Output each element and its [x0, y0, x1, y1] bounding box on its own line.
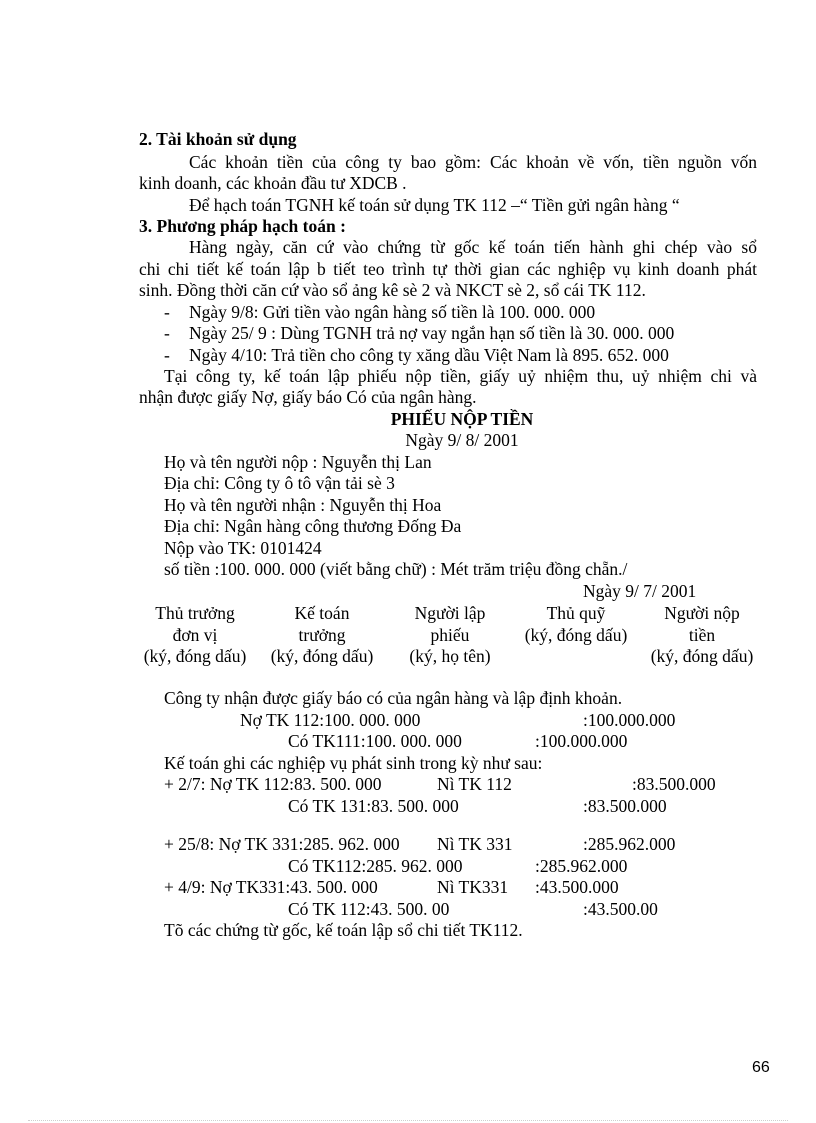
entry-ni: Nì TK 112: [437, 774, 512, 794]
bullet-dash: -: [164, 323, 170, 343]
signature-note: (ký, họ tên): [409, 646, 491, 666]
section-2-paragraph-line: kinh doanh, các khoản đầu tư XDCB .: [139, 173, 407, 193]
section-2-paragraph: Để hạch toán TGNH kế toán sử dụng TK 112 –“ Tiền gửi ngân hàng “: [189, 195, 680, 215]
entries-intro: Công ty nhận được giấy báo có của ngân hàng và lập định khoản.: [164, 688, 623, 708]
signature-role: Thủ trưởng đơn vị: [155, 603, 235, 645]
page-number: 66: [752, 1059, 770, 1076]
section-2-paragraph-line: Các khoản tiền của công ty bao gồm: Các khoản về vốn, tiền nguồn vốn: [189, 152, 757, 172]
voucher-receiver-address: Địa chỉ: Ngân hàng công thương Đống Đa: [164, 516, 462, 536]
entry-ni: Nì TK 331: [437, 834, 513, 854]
entry-debit: + 2/7: Nợ TK 112:83. 500. 000: [164, 774, 382, 794]
entry-credit: Có TK112:285. 962. 000: [288, 856, 463, 876]
entry-credit: Có TK 112:43. 500. 00: [288, 899, 450, 919]
entry-credit: Có TK111:100. 000. 000: [288, 731, 462, 751]
signature-note: (ký, đóng dấu): [650, 646, 754, 666]
list-item: Ngày 4/10: Trả tiền cho công ty xăng dầu Việt Nam là 895. 652. 000: [189, 345, 669, 365]
voucher-receiver: Họ và tên người nhận : Nguyễn thị Hoa: [164, 495, 442, 515]
voucher-amount: số tiền :100. 000. 000 (viết bằng chữ) : Mét trăm triệu đồng chẵn./: [164, 559, 628, 579]
entry-ni: Nì TK331: [437, 877, 509, 897]
voucher-title: PHIẾU NỘP TIỀN: [390, 409, 534, 429]
entry-amount: :43.500.000: [535, 877, 619, 897]
entry-amount: :285.962.000: [583, 834, 676, 854]
signature-role: Kế toán trưởng: [294, 603, 350, 645]
entry-debit: + 25/8: Nợ TK 331:285. 962. 000: [164, 834, 400, 854]
list-item: Ngày 9/8: Gửi tiền vào ngân hàng số tiền là 100. 000. 000: [189, 302, 596, 322]
section-3-paragraph-line: Tại công ty, kế toán lập phiếu nộp tiền, giấy uỷ nhiệm thu, uỷ nhiệm chi và: [164, 366, 757, 386]
signature-note: (ký, đóng dấu): [143, 646, 247, 666]
section-3-paragraph-line: sinh. Đồng thời căn cứ vào sổ ảng kê sè 2 và NKCT sè 2, sổ cái TK 112.: [139, 280, 646, 300]
signature-column: [143, 603, 247, 668]
entries-intro: Kế toán ghi các nghiệp vụ phát sinh trong kỳ như sau:: [164, 753, 543, 773]
page-bottom-rule: [28, 1120, 788, 1121]
section-3-heading: 3. Phương pháp hạch toán :: [139, 216, 346, 236]
section-3-paragraph-line: chi chi tiết kế toán lập b tiết teo trình tự thời gian các nghiệp vụ kinh doanh phát: [139, 259, 757, 279]
signature-role: Người nộp tiền: [664, 603, 740, 645]
entry-debit: + 4/9: Nợ TK331:43. 500. 000: [164, 877, 378, 897]
voucher-payer: Họ và tên người nộp : Nguyễn thị Lan: [164, 452, 432, 472]
closing-paragraph: Tõ các chứng từ gốc, kế toán lập sổ chi tiết TK112.: [164, 920, 523, 940]
signature-role: Thủ quỹ: [546, 603, 606, 623]
signature-column: [398, 603, 502, 668]
entry-amount: :83.500.000: [583, 796, 667, 816]
entry-amount: :43.500.00: [583, 899, 658, 919]
signature-role: Người lập phiếu: [414, 603, 486, 645]
signature-column: [524, 603, 628, 646]
bullet-dash: -: [164, 345, 170, 365]
entry-amount: :100.000.000: [535, 731, 628, 751]
entry-amount: :83.500.000: [632, 774, 716, 794]
signature-note: (ký, đóng dấu): [524, 624, 628, 645]
section-3-paragraph-line: Hàng ngày, căn cứ vào chứng từ gốc kế toán tiến hành ghi chép vào sổ: [189, 237, 757, 257]
signature-note: (ký, đóng dấu): [270, 646, 374, 666]
list-item: Ngày 25/ 9 : Dùng TGNH trả nợ vay ngắn hạn số tiền là 30. 000. 000: [189, 323, 675, 343]
signature-column: [270, 603, 374, 668]
entry-debit: Nợ TK 112:100. 000. 000: [240, 710, 421, 730]
entry-amount: :100.000.000: [583, 710, 676, 730]
voucher-sign-date: Ngày 9/ 7/ 2001: [583, 581, 697, 601]
voucher-account: Nộp vào TK: 0101424: [164, 538, 322, 558]
entry-amount: :285.962.000: [535, 856, 628, 876]
voucher-date: Ngày 9/ 8/ 2001: [405, 430, 519, 450]
signature-column: [650, 603, 754, 668]
section-2-heading: 2. Tài khoản sử dụng: [139, 129, 297, 149]
entry-credit: Có TK 131:83. 500. 000: [288, 796, 459, 816]
section-3-paragraph-line: nhận được giấy Nợ, giấy báo Có của ngân hàng.: [139, 387, 477, 407]
voucher-payer-address: Địa chỉ: Công ty ô tô vận tải sè 3: [164, 473, 395, 493]
bullet-dash: -: [164, 302, 170, 322]
